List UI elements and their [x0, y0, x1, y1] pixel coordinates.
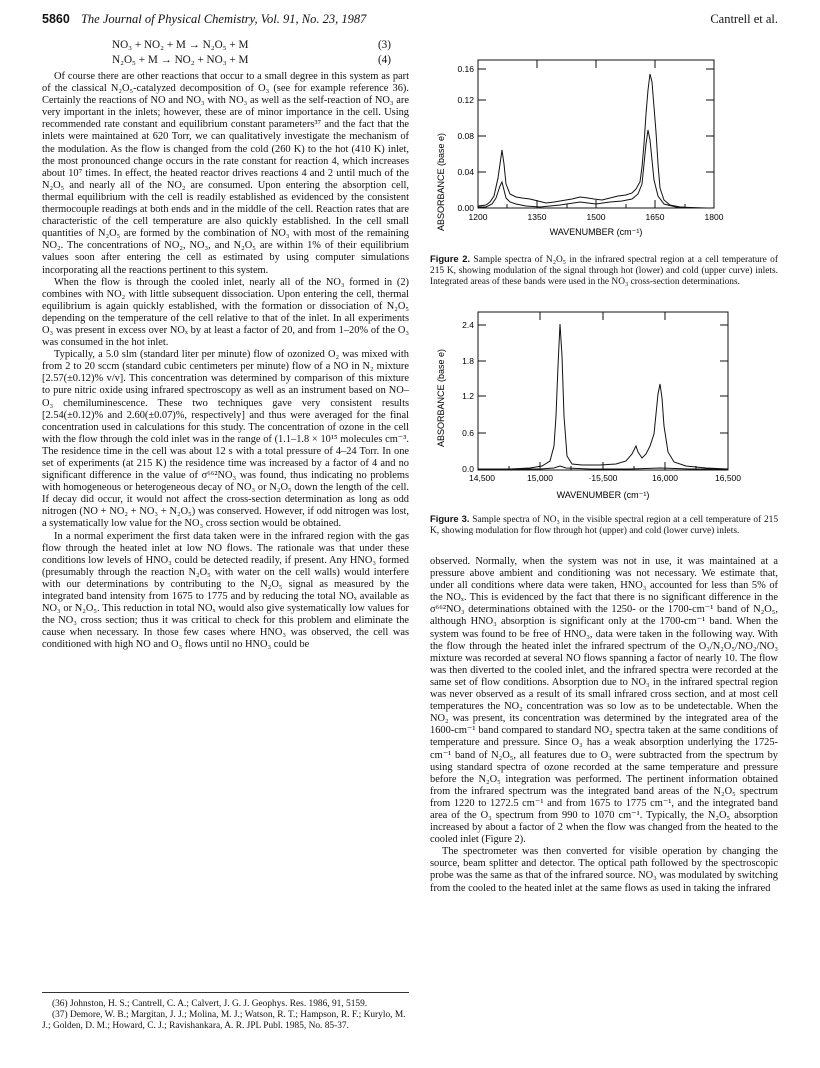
- page-number: 5860: [42, 12, 70, 26]
- equation-4: [42, 53, 409, 68]
- figure-2-yticks: [457, 64, 714, 213]
- figure-3-yticks: [462, 320, 728, 474]
- ytick-label: 0.12: [457, 95, 474, 105]
- body-paragraph: Typically, a 5.0 slm (standard liter per minute) flow of ozonized O₂ was mixed with from 2 to 20 sccm (standard cubic centimeters per minute) flow of a NO in N₂ mixture [2.57(±0.12)% v/v]. This concentration was determined by comparison of this mixture to pure nitric oxide using infrared spectroscopy as well as an instrument based on NO–O₃ chemiluminescence. These two techniques gave very consistent results [2.54(±0.12)% and 2.60(±0.07)%, respectively] and thus were averaged for the final concentration used in calculations for this study. The concentration of ozone in the cell with the flow through the cold inlet was in the range of (1.1–1.8 × 10¹⁵ molecules cm⁻³. The residence time in the cell was about 12 s with a total pressure of 4–24 Torr. In one set of experiments (at 215 K) the residence time was increased by a factor of 4 and no significant difference in the value of σ⁶⁶²NO₃ was found, thus indicating no problems with homogeneous or heterogeneous decay of NO₃ or N₂O₅ down the length of the cell. If decay did occur, it would not affect the cross-section determination as long as odd nitrogen (NO + NO₂ + NO₃ + N₂O₅) was conserved. However, if odd nitrogen was lost, a systematically low value for the NO₃ cross section would be obtained.: [42, 349, 409, 530]
- figure-2: [430, 52, 778, 288]
- figure-3-spectrum-hot: [478, 324, 728, 469]
- figure-2-caption: [430, 253, 778, 288]
- equation-number: (3): [377, 39, 391, 51]
- reference-37: (37) Demore, W. B.; Margitan, J. J.; Molina, M. J.; Watson, R. T.; Hampson, R. F.; Kurylo, M. J.; Golden, D. M.; Howard, C. J.; Ravishankara, A. R. JPL Publ. 1985, No. 85-37.: [42, 1010, 406, 1031]
- xtick-label: 1650: [645, 212, 665, 222]
- equation-3: [42, 38, 409, 53]
- ytick-label: 1.8: [462, 356, 474, 366]
- journal-title: The Journal of Physical Chemistry, Vol. 91, No. 23, 1987: [80, 12, 367, 26]
- xtick-label: 15,000: [527, 473, 553, 483]
- figure-2-label: Figure 2.: [430, 253, 471, 264]
- xtick-label: 1350: [527, 212, 547, 222]
- xtick-label: 1200: [468, 212, 488, 222]
- figure-3-ylabel: ABSORBANCE (base e): [436, 348, 446, 448]
- right-column: [430, 556, 778, 895]
- ytick-label: 1.2: [462, 391, 474, 401]
- figure-2-plot: [430, 52, 778, 242]
- figure-3-plot: [430, 306, 778, 504]
- xtick-label: 14,500: [469, 473, 495, 483]
- figure-3-label: Figure 3.: [430, 513, 470, 524]
- reference-36: (36) Johnston, H. S.; Cantrell, C. A.; Calvert, J. G. J. Geophys. Res. 1986, 91, 5159.: [52, 999, 368, 1009]
- figure-3-caption: [430, 513, 778, 537]
- figure-3-frame: [478, 312, 728, 470]
- ytick-label: 0.04: [457, 167, 474, 177]
- xtick-label: 16,500: [715, 473, 741, 483]
- body-paragraph: Of course there are other reactions that occur to a small degree in this system as part of the classical N₂O₅-catalyzed decomposition of O₃ (see for example reference 36). Certainly the reactions of NO and NO₃ with NO₃ as well as the self-reaction of NO₃ are very important in the inlets; however, these are of minor importance in the cell. Using recommended rate constant and equilibrium constant parameters³⁷ and the fact that the inlets were maintained at 620 Torr, we can qualitatively investigate the mechanism of the modulation. As the flow is changed from the cold (260 K) to the hot (410 K) inlet, the most pronounced change occurs in the rate constant for reaction 4, which increases about 10⁷ times. In effect, the heated reactor drives reactions 4 and 2 until much of the N₂O₅ and nearly all of the NO₂ are consumed. Upon entering the absorption cell, thermal equilibrium with the cell is readily established as evidenced by the consistent thermocouple readings at both ends and in the middle of the cell. Reaction rates that are characteristic of the cell temperature are also quickly established. In the cell small quantities of N₂O₅ are formed by the combination of NO₃ with most of the remaining NO₂. The concentrations of NO₂, NO₃, and N₂O₅ are within 1% of their equilibrium values soon after entering the cell as estimated by using computer simulations incorporating all the reactions pertinent to this system.: [42, 71, 409, 276]
- left-column: [42, 38, 409, 652]
- running-authors: Cantrell et al.: [710, 12, 778, 26]
- xtick-label: 1500: [586, 212, 606, 222]
- ytick-label: 0.00: [457, 203, 474, 213]
- ytick-label: 0.0: [462, 464, 474, 474]
- figure-2-spectrum-hot: [478, 130, 706, 208]
- figure-3-xticks: [469, 312, 741, 483]
- xtick-label: ·15,500: [588, 473, 618, 483]
- running-header: [42, 12, 778, 30]
- body-paragraph: observed. Normally, when the system was not in use, it was maintained at a pressure above ambient and conditioning was not necessary. We estimate that, under all conditions where data were taken, HNO₃ accounted for less than 5% of the NOₓ. This is evidenced by the fact that there is no significant difference in the σ⁶⁶²NO₃ determinations obtained with the 1250- or the 1700-cm⁻¹ band of N₂O₅, although HNO₃ absorption is significant only at the 1700-cm⁻¹ band. When the system was found to be free of HNO₃, data were taken in the following way. With the flow through the heated inlet the infrared spectrum of the O₃/N₂O₅/NO₂/NO₃ mixture was recorded at several NO flows spanning a factor of nearly 10. The flow was then diverted to the cooled inlet, and the infrared spectra were recorded at the same set of flow conditions. Absorption due to NO₃ in the infrared spectral region was never observed as a result of its small infrared cross section, and at most cell temperatures the NO₂ concentration was so low as to be undetectable. When the NO₂ was present, its concentration was determined by the integrated area of the 1600-cm⁻¹ band compared to standard NO₂ spectra taken at the same conditions of temperature and pressure. Since O₃ has a weak absorption underlying the 1725-cm⁻¹ band of N₂O₅, all features due to O₃ were subtracted from the spectrum by using standard spectra of ozone recorded at the same temperature and pressure before the N₂O₅ integration was performed. The pertinent information obtained from the infrared spectrum was the integrated band areas of the N₂O₅ spectrum from 1220 to 1272.5 cm⁻¹ and from 1675 to 1775 cm⁻¹, and the integrated band area of the O₃ spectrum from 990 to 1070 cm⁻¹. Typically, the N₂O₅ absorption increased by about a factor of 2 when the flow was changed from the heated to the cooled inlet (Figure 2).: [430, 556, 778, 846]
- figure-3: [430, 306, 778, 537]
- figure-2-frame: [478, 60, 714, 208]
- ytick-label: 0.16: [457, 64, 474, 74]
- ytick-label: 0.08: [457, 131, 474, 141]
- figure-2-xticks: [469, 60, 724, 222]
- equation-text: NO₃ + NO₂ + M → N₂O₅ + M: [112, 39, 249, 51]
- ytick-label: 0.6: [462, 428, 474, 438]
- figure-2-ylabel: ABSORBANCE (base e): [436, 132, 446, 232]
- xtick-label: 1800: [704, 212, 724, 222]
- equation-text: N₂O₅ + M → NO₂ + NO₃ + M: [112, 54, 249, 66]
- figure-2-caption-text: Sample spectra of N₂O₅ in the infrared spectral region at a cell temperature of 215 K, showing modulation of the signal through hot (lower) and cold (upper curve) inlets. Integrated areas of these bands were used in the NO₃ cross-section determinations.: [430, 255, 778, 287]
- references: [42, 992, 409, 1032]
- body-paragraph: The spectrometer was then converted for visible operation by changing the source, beam splitter and detector. The optical path followed by the spectroscopic probe was the same as that of the infrared source. NO₃ was modulated by switching from the cooled to the heated inlet at the same flows as used in taking the infrared: [430, 846, 778, 894]
- equation-number: (4): [377, 54, 391, 66]
- figure-2-xlabel: WAVENUMBER (cm⁻¹): [549, 227, 643, 237]
- figure-3-caption-text: Sample spectra of NO₃ in the visible spectral region at a cell temperature of 215 K, showing modulation for flow through hot (upper) and cold (lower curve) inlets.: [430, 515, 779, 536]
- xtick-label: 16,000: [652, 473, 678, 483]
- figure-2-spectrum-cold: [478, 74, 706, 208]
- body-paragraph: When the flow is through the cooled inlet, nearly all of the NO₃ formed in (2) combines with NO₂ with little subsequent dissociation. Upon entering the cell, thermal equilibrium is again quickly established, with the formation or dissociation of N₂O₅ depending on the temperature of the cell relative to that of the inlet. In all experiments O₃ was present in excess over NOₓ by at least a factor of 20, and from 1–20% of the O₃ was consumed in the hot inlet.: [42, 276, 409, 349]
- figure-3-xlabel: WAVENUMBER (cm⁻¹): [556, 490, 650, 500]
- body-paragraph: In a normal experiment the first data taken were in the infrared region with the gas flow through the heated inlet at low NO flows. The rationale was that under these conditions low levels of HNO₃ could be detected readily, if present. Any HNO₃ formed (presumably through the reaction N₂O₅ with water on the cell walls) would interfere with our determinations by contributing to the N₂O₅ signal as measured by the integrated band intensity from 1675 to 1775 and by reducing the total NOₓ available as NO₃ or N₂O₅. This reduction in total NOₓ would also give systematically low values for the NO₃ cross section; thus it was critical to check for this problem and eliminate the cause when necessary. In those few cases where HNO₃ was observed, the cell was conditioned with high NO and O₃ flows until no HNO₃ could be: [42, 530, 409, 651]
- ytick-label: 2.4: [462, 320, 474, 330]
